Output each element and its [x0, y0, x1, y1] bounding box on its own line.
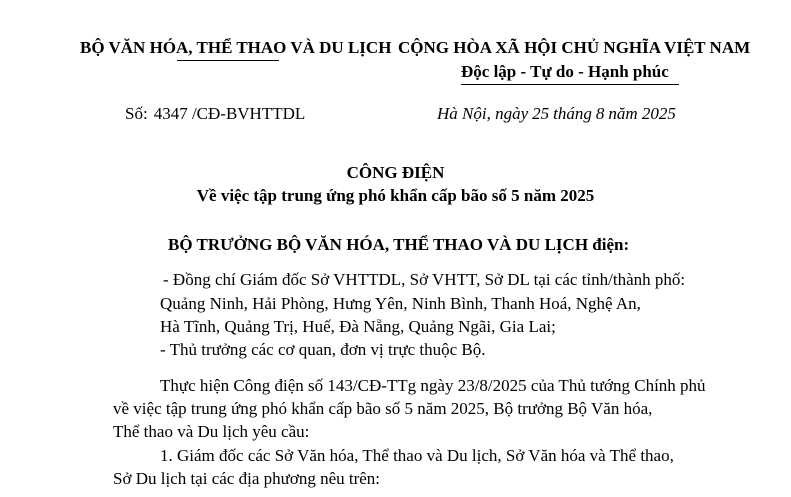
document-number: [125, 104, 305, 124]
ministry-name: BỘ VĂN HÓA, THỂ THAO VÀ DU LỊCH: [80, 38, 392, 57]
doc-number-label: Số:: [125, 104, 148, 123]
recipient-line: Quảng Ninh, Hải Phòng, Hưng Yên, Ninh Bình, Thanh Hoá, Nghệ An,: [160, 294, 641, 313]
year-label: năm: [608, 104, 638, 123]
document-subtitle: Về việc tập trung ứng phó khẩn cấp bão số 5 năm 2025: [196, 186, 595, 205]
recipient-line: - Đồng chí Giám đốc Sở VHTTDL, Sở VHTT, Sở DL tại các tỉnh/thành phố:: [163, 270, 686, 289]
motto-underline: [461, 84, 679, 85]
place-prefix: Hà Nội, ngày: [437, 104, 529, 123]
recipient-line: Hà Tĩnh, Quảng Trị, Huế, Đà Nẵng, Quảng Ngãi, Gia Lai;: [160, 317, 556, 336]
date-year: 2025: [641, 104, 676, 123]
doc-number-value: 4347: [153, 104, 188, 123]
paragraph-line: 1. Giám đốc các Sở Văn hóa, Thể thao và Du lịch, Sở Văn hóa và Thể thao,: [160, 446, 674, 465]
paragraph-line: về việc tập trung ứng phó khẩn cấp bão số 5 năm 2025, Bộ trưởng Bộ Văn hóa,: [113, 399, 653, 418]
sender-line: BỘ TRƯỞNG BỘ VĂN HÓA, THỂ THAO VÀ DU LỊCH điện:: [168, 235, 630, 254]
paragraph-line: Sở Du lịch tại các địa phương nêu trên:: [113, 469, 381, 488]
date-day: 25: [532, 104, 550, 123]
recipient-line: - Thủ trưởng các cơ quan, đơn vị trực thuộc Bộ.: [160, 340, 486, 359]
date-month: 8: [595, 104, 605, 123]
document-title: CÔNG ĐIỆN: [346, 163, 445, 182]
month-label: tháng: [553, 104, 592, 123]
place-date: [437, 104, 676, 124]
ministry-underline: [177, 60, 279, 61]
doc-number-code: /CĐ-BVHTTDL: [191, 104, 306, 123]
country-name: CỘNG HÒA XÃ HỘI CHỦ NGHĨA VIỆT NAM: [398, 38, 751, 57]
paragraph-line: Thể thao và Du lịch yêu cầu:: [113, 422, 310, 441]
national-motto: Độc lập - Tự do - Hạnh phúc: [461, 62, 669, 81]
paragraph-line: Thực hiện Công điện số 143/CĐ-TTg ngày 23/8/2025 của Thủ tướng Chính phủ: [160, 376, 706, 395]
